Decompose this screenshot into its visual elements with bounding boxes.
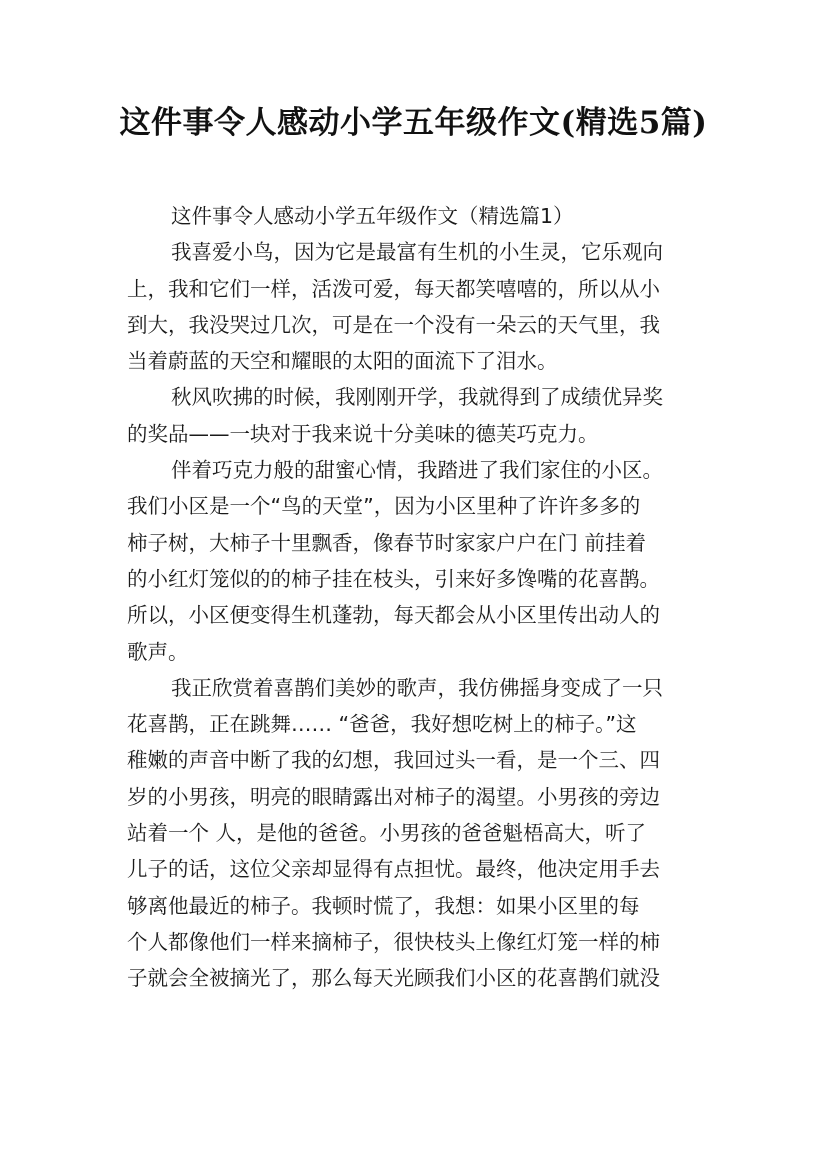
document-body [127,198,702,997]
text-line: 当着蔚蓝的天空和耀眼的太阳的面流下了泪水。 [127,349,558,374]
text-line: 个人都像他们一样来摘柿子，很快枝头上像红灯笼一样的柿 [127,929,660,954]
text-line: 歌声。 [127,639,189,664]
text-line: 子就会全被摘光了，那么每天光顾我们小区的花喜鹊们就没 [127,966,660,991]
text-line: 的小红灯笼似的的柿子挂在枝头，引来好多馋嘴的花喜鹊。 [127,566,660,591]
document-title: 这件事令人感动小学五年级作文(精选5篇) [119,105,708,141]
text-line: 秋风吹拂的时候，我刚刚开学，我就得到了成绩优异奖 [171,385,663,410]
text-line: 我喜爱小鸟，因为它是最富有生机的小生灵，它乐观向 [171,240,663,265]
text-line: 稚嫩的声音中断了我的幻想，我回过头一看，是一个三、四 [127,748,660,773]
text-line: 花喜鹊，正在跳舞…… “爸爸，我好想吃树上的柿子。”这 [127,712,637,737]
text-line: 到大，我没哭过几次，可是在一个没有一朵云的天气里，我 [127,312,660,337]
text-line: 柿子树，大柿子十里飘香，像春节时家家户户在门 前挂着 [127,530,647,555]
text-line: 够离他最近的柿子。我顿时慌了，我想：如果小区里的每 [127,893,640,918]
text-line: 站着一个 人，是他的爸爸。小男孩的爸爸魁梧高大，听了 [127,821,647,846]
text-line: 的奖品——一块对于我来说十分美味的德芙巧克力。 [127,421,599,446]
text-line: 这件事令人感动小学五年级作文（精选篇1） [171,204,574,228]
text-line: 伴着巧克力般的甜蜜心情，我踏进了我们家住的小区。 [171,458,663,483]
text-line: 上，我和它们一样，活泼可爱，每天都笑嘻嘻的，所以从小 [127,276,660,301]
text-line: 所以，小区便变得生机蓬勃，每天都会从小区里传出动人的 [127,603,660,628]
text-line: 我们小区是一个“鸟的天堂”，因为小区里种了许许多多的 [127,494,641,519]
text-line: 岁的小男孩，明亮的眼睛露出对柿子的渴望。小男孩的旁边 [127,784,660,809]
text-line: 儿子的话，这位父亲却显得有点担忧。最终，他决定用手去 [127,857,660,882]
text-line: 我正欣赏着喜鹊们美妙的歌声，我仿佛摇身变成了一只 [171,675,663,700]
